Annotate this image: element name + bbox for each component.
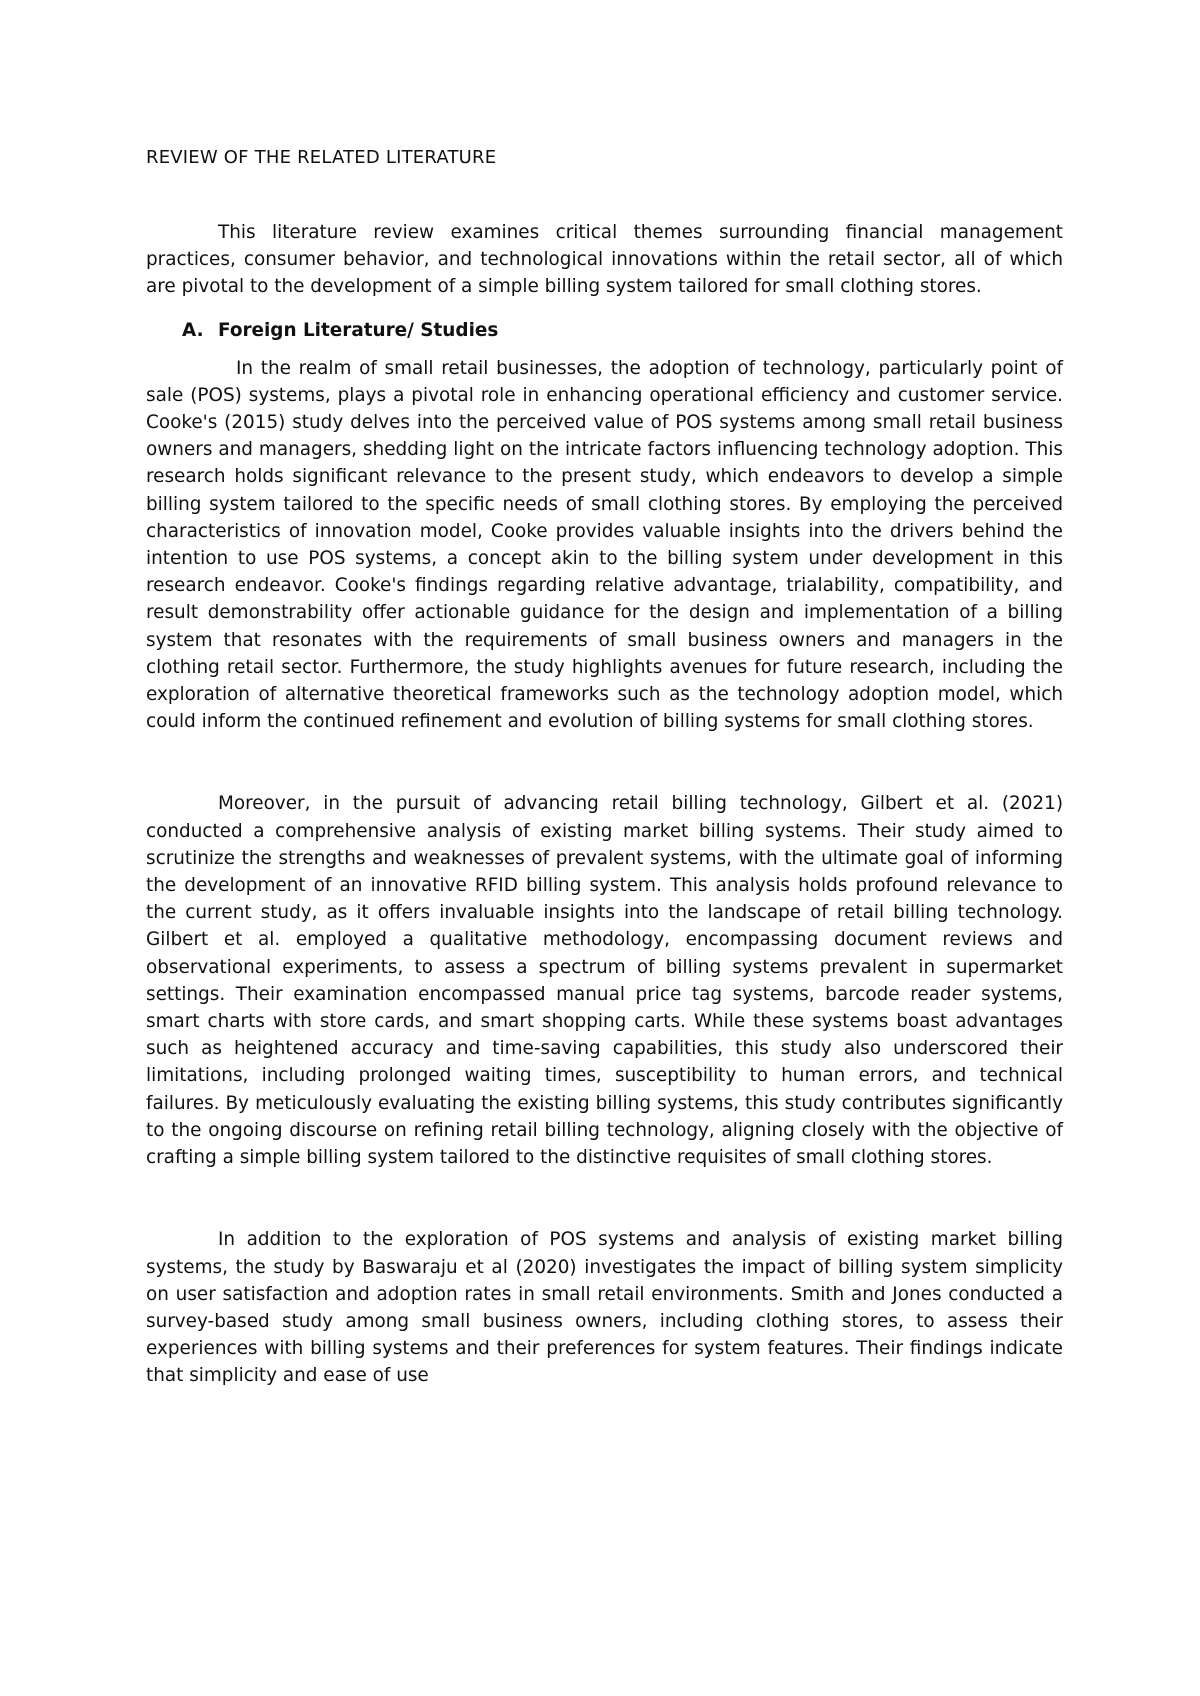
page-title: REVIEW OF THE RELATED LITERATURE <box>146 147 497 168</box>
intro-paragraph: This literature review examines critical themes surrounding financial management practices, consumer behavior, and technological innovations within the retail sector, all of which are pivotal to the development of a simple billing system tailored for small clothing stores. <box>146 222 1063 298</box>
document-body <box>146 144 1063 1390</box>
paragraph-baswaraju: In addition to the exploration of POS systems and analysis of existing market billing systems, the study by Baswaraju et al (2020) investigates the impact of billing system simplicity on user satisfaction and adoption rates in small retail environments. Smith and Jones conducted a survey-based study among small business owners, including clothing stores, to assess their experiences with billing systems and their preferences for system features. Their findings indicate that simplicity and ease of use <box>146 1229 1063 1387</box>
paragraph-spacer <box>146 735 1063 790</box>
paragraph-gilbert: Moreover, in the pursuit of advancing retail billing technology, Gilbert et al. (2021) conducted a comprehensive analysis of existing market billing systems. Their study aimed to scrutinize the strengths and weaknesses of prevalent systems, with the ultimate goal of informing the development of an innovative RFID billing system. This analysis holds profound relevance to the current study, as it offers invaluable insights into the landscape of retail billing technology. Gilbert et al. employed a qualitative methodology, encompassing document reviews and observational experiments, to assess a spectrum of billing systems prevalent in supermarket settings. Their examination encompassed manual price tag systems, barcode reader systems, smart charts with store cards, and smart shopping carts. While these systems boast advantages such as heightened accuracy and time-saving capabilities, this study also underscored their limitations, including prolonged waiting times, susceptibility to human errors, and technical failures. By meticulously evaluating the existing billing systems, this study contributes significantly to the ongoing discourse on refining retail billing technology, aligning closely with the objective of crafting a simple billing system tailored to the distinctive requisites of small clothing stores. <box>146 793 1063 1169</box>
paragraph-spacer <box>146 1171 1063 1226</box>
section-heading-foreign-literature <box>182 317 1063 344</box>
section-heading-text: Foreign Literature/ Studies <box>218 319 499 341</box>
paragraph-cooke: In the realm of small retail businesses, the adoption of technology, particularly point of sale (POS) systems, plays a pivotal role in enhancing operational efficiency and customer service. Cooke's (2015) study delves into the perceived value of POS systems among small retail business owners and managers, shedding light on the intricate factors influencing technology adoption. This research holds significant relevance to the present study, which endeavors to develop a simple billing system tailored to the specific needs of small clothing stores. By employing the perceived characteristics of innovation model, Cooke provides valuable insights into the drivers behind the intention to use POS systems, a concept akin to the billing system under development in this research endeavor. Cooke's findings regarding relative advantage, trialability, compatibility, and result demonstrability offer actionable guidance for the design and implementation of a billing system that resonates with the requirements of small business owners and managers in the clothing retail sector. Furthermore, the study highlights avenues for future research, including the exploration of alternative theoretical frameworks such as the technology adoption model, which could inform the continued refinement and evolution of billing systems for small clothing stores. <box>146 357 1063 733</box>
section-letter: A. <box>182 319 204 341</box>
